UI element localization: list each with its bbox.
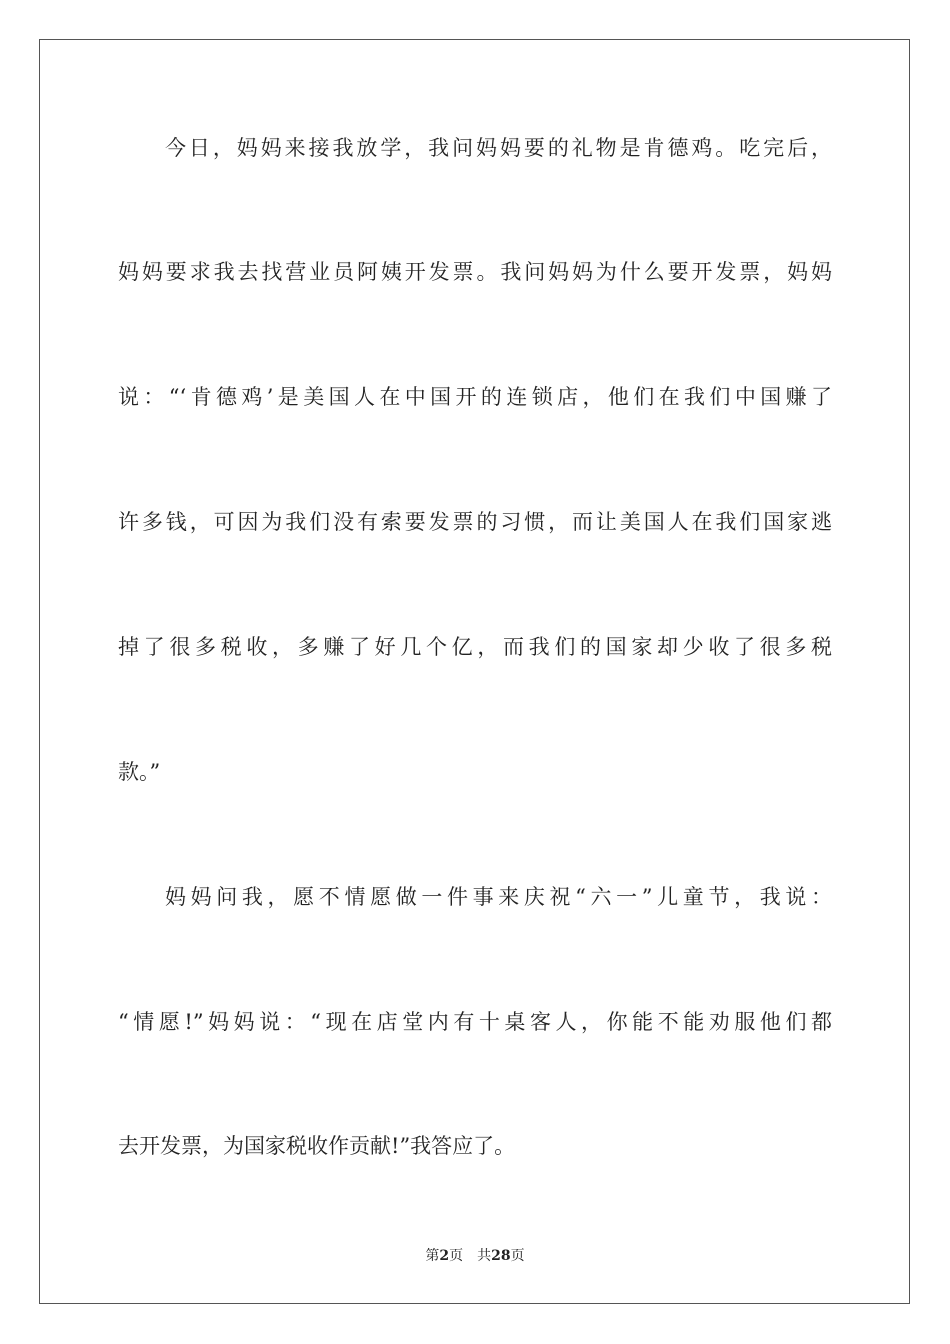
total-page-count: 28 <box>491 1248 511 1264</box>
paragraph-line: 去开发票，为国家税收作贡献!”我答应了。 <box>118 1134 516 1158</box>
page-prefix: 第 <box>425 1248 440 1264</box>
paragraph-line: 妈妈要求我去找营业员阿姨开发票。我问妈妈为什么要开发票，妈妈 <box>118 260 832 284</box>
total-prefix: 共 <box>477 1248 492 1264</box>
current-page-number: 2 <box>439 1248 450 1264</box>
paragraph-line: “情愿!”妈妈说：“现在店堂内有十桌客人，你能不能劝服他们都 <box>118 1010 832 1034</box>
page-border <box>39 39 910 1304</box>
page-footer <box>0 1247 950 1265</box>
total-suffix: 页 <box>510 1248 525 1264</box>
paragraph-line: 说：“‘肯德鸡’是美国人在中国开的连锁店，他们在我们中国赚了 <box>118 385 832 409</box>
paragraph-line: 许多钱，可因为我们没有索要发票的习惯，而让美国人在我们国家逃 <box>118 510 832 534</box>
paragraph-line: 妈妈问我，愿不情愿做一件事来庆祝“六一”儿童节，我说： <box>165 885 832 909</box>
paragraph-line: 掉了很多税收，多赚了好几个亿，而我们的国家却少收了很多税 <box>118 635 832 659</box>
page-suffix: 页 <box>449 1248 464 1264</box>
paragraph-line: 今日，妈妈来接我放学，我问妈妈要的礼物是肯德鸡。吃完后， <box>165 136 832 160</box>
paragraph-line: 款。” <box>118 760 161 784</box>
